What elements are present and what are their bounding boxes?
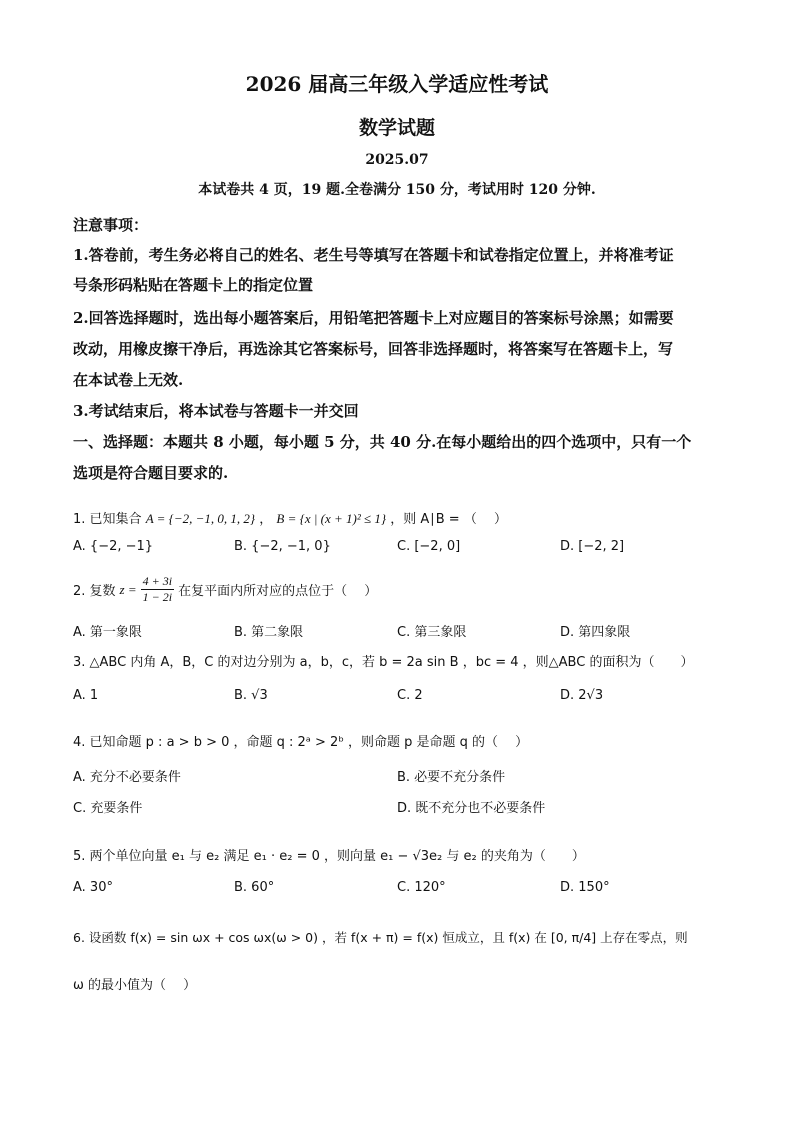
q1-option-b: B. {−2, −1, 0}: [234, 539, 331, 554]
q1-option-d: D. [−2, 2]: [560, 539, 625, 554]
subject-title: 数学试题: [358, 117, 435, 139]
notice-line-1b: 号条形码粘贴在答题卡上的指定位置: [73, 276, 314, 294]
question-1-prefix: 1. 已知集合: [73, 512, 142, 527]
q3-option-a: A. 1: [73, 688, 99, 703]
q4-option-b: B. 必要不充分条件: [397, 770, 506, 785]
question-2: [73, 574, 377, 605]
q3-option-b: B. √3: [234, 688, 268, 703]
q1-option-c: C. [−2, 0]: [397, 539, 461, 554]
notice-heading: 注意事项：: [73, 216, 149, 234]
q5-option-d: D. 150°: [560, 880, 610, 895]
q4-option-c: C. 充要条件: [73, 801, 143, 816]
question-4: 4. 已知命题 p : a > b > 0 ，命题 q : 2ᵃ > 2ᵇ ，则命题 p 是命题 q 的（ ）: [73, 735, 529, 750]
exam-date: 2025.07: [365, 152, 429, 168]
question-6: 6. 设函数 f(x) = sin ωx + cos ωx(ω > 0) ，若 f(x + π) = f(x) 恒成立，且 f(x) 在 [0, π/4] 上存在零点，则: [73, 930, 688, 945]
q5-option-b: B. 60°: [234, 880, 275, 895]
complex-z: z =: [119, 581, 137, 597]
q2-option-c: C. 第三象限: [397, 625, 467, 640]
q1-option-a: A. {−2, −1}: [73, 539, 154, 554]
question-6-cont: ω 的最小值为（ ）: [73, 978, 197, 993]
q2-option-b: B. 第二象限: [234, 625, 304, 640]
fraction: [141, 574, 174, 605]
notice-line-3: 3.考试结束后，将本试卷与答题卡一并交回: [73, 402, 359, 420]
q5-option-c: C. 120°: [397, 880, 446, 895]
question-1: 1. 已知集合 A = {−2, −1, 0, 1, 2} ， B = {x | (x + 1)² ≤ 1} ，则 A∣B = （ ）: [73, 511, 507, 527]
notice-line-2: 2.回答选择题时，选出每小题答案后，用铅笔把答题卡上对应题目的答案标号涂黑；如需要: [73, 309, 674, 327]
question-2-prefix: 2. 复数: [73, 584, 116, 599]
set-b: B = {x | (x + 1)² ≤ 1}: [276, 511, 387, 526]
section-heading-cont: 选项是符合题目要求的.: [73, 464, 229, 482]
notice-line-2c: 在本试卷上无效.: [73, 371, 184, 389]
q3-option-d: D. 2√3: [560, 688, 604, 703]
fraction-numerator: 4 + 3i: [142, 574, 173, 588]
exam-title: 2026 届高三年级入学适应性考试: [245, 72, 549, 96]
set-a: A = {−2, −1, 0, 1, 2}: [145, 511, 256, 526]
fraction-denominator: 1 − 2i: [142, 590, 173, 604]
question-3: 3. △ABC 内角 A，B，C 的对边分别为 a，b，c，若 b = 2a sin B ，bc = 4 ，则△ABC 的面积为（ ）: [73, 655, 694, 670]
q4-option-a: A. 充分不必要条件: [73, 770, 181, 785]
question-1-ask: ，则 A∣B = （ ）: [390, 512, 507, 527]
notice-line-2b: 改动，用橡皮擦干净后，再选涂其它答案标号，回答非选择题时，将答案写在答题卡上，写: [73, 340, 674, 358]
q5-option-a: A. 30°: [73, 880, 113, 895]
q4-option-d: D. 既不充分也不必要条件: [397, 801, 546, 816]
question-5: 5. 两个单位向量 e₁ 与 e₂ 满足 e₁ · e₂ = 0 ，则向量 e₁ − √3e₂ 与 e₂ 的夹角为（ ）: [73, 849, 585, 864]
section-heading: 一、选择题：本题共 8 小题，每小题 5 分，共 40 分.在每小题给出的四个选项中，只有一个: [73, 433, 692, 451]
notice-line-1: 1.答卷前，考生务必将自己的姓名、老生号等填写在答题卡和试卷指定位置上，并将准考证: [73, 246, 674, 264]
question-2-suffix: 在复平面内所对应的点位于（ ）: [178, 584, 378, 599]
q2-option-a: A. 第一象限: [73, 625, 142, 640]
exam-description: 本试卷共 4 页，19 题.全卷满分 150 分，考试用时 120 分钟.: [198, 182, 596, 198]
q3-option-c: C. 2: [397, 688, 423, 703]
q2-option-d: D. 第四象限: [560, 625, 631, 640]
